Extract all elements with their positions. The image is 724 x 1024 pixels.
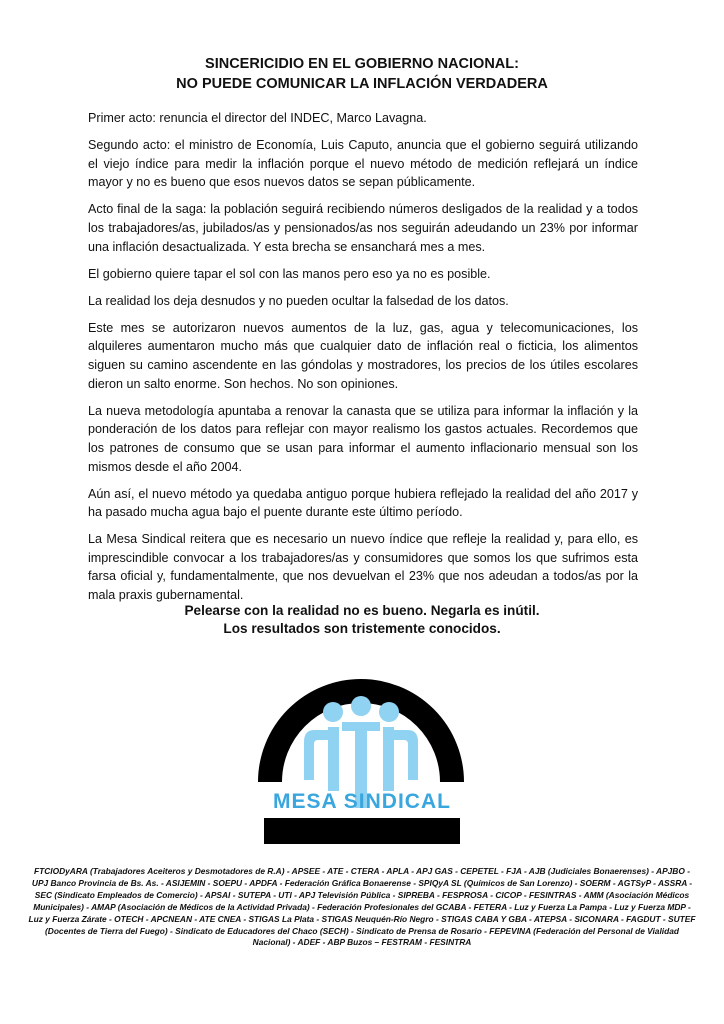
figure-head-center [351, 696, 371, 716]
figure-arm-left [304, 730, 328, 780]
title-line-2: NO PUEDE COMUNICAR LA INFLACIÓN VERDADERA [176, 76, 548, 92]
document-title [0, 54, 724, 94]
title-line-1: SINCERICIDIO EN EL GOBIERNO NACIONAL: [205, 56, 519, 72]
paragraph: Segundo acto: el ministro de Economía, Luis Caputo, anuncia que el gobierno seguirá utilizando el viejo índice para medir la inflación porque el nuevo método de medición reflejará un índice mayor y no es bueno que esos nuevos datos se sepan públicamente. [88, 138, 638, 190]
paragraph: Primer acto: renuncia el director del INDEC, Marco Lavagna. [88, 111, 427, 125]
figure-head-right [379, 702, 399, 722]
closing-statement [0, 602, 724, 638]
document-body [88, 109, 638, 613]
logo-bar [264, 818, 460, 844]
figure-arm-center [342, 722, 380, 731]
paragraph: El gobierno quiere tapar el sol con las manos pero eso ya no es posible. [88, 266, 491, 281]
paragraph: Acto final de la saga: la población seguirá recibiendo números desligados de la realidad y a todos los trabajadores/as, jubilados/as y pensionados/as nos seguirán adeudando un 23% por informar una inflación desactualizada. Y esta brecha se ensanchará mes a mes. [88, 202, 638, 254]
paragraph: La realidad los deja desnudos y no pueden ocultar la falsedad de los datos. [88, 293, 509, 308]
mesa-sindical-logo [256, 664, 466, 844]
figure-body-right [383, 727, 394, 791]
paragraph: La Mesa Sindical reitera que es necesario un nuevo índice que refleje la realidad y, para ello, es imprescindible convocar a los trabajadores/as y consumidores que somos los que sufrimos esta farsa oficial y, fundamentalmente, que nos devuelvan el 23% que nos adeudan a todos/as por la mala praxis gubernamental. [88, 532, 638, 603]
figure-body-left [328, 727, 339, 791]
signatory-organizations: FTCIODyARA (Trabajadores Aceiteros y Desmotadores de R.A) - APSEE - ATE - CTERA - APLA - APJ GAS - CEPETEL - FJA - AJB (Judiciales Bonaerenses) - APJBO - UPJ Banco Provincia de Bs. As. - ASIJEMIN - SOEPU - APDFA - Federación Gráfica Bonaerense - SPIQyA SL (Químicos de San Lorenzo) - SOERM - AGTSyP - ASSRA - SEC (Sindicato Empleados de Comercio) - APSAI - SUTEPA - UTI - APJ Televisión Pública - SIPREBA - FESPROSA - CICOP - FESINTRAS - AMM (Asociación Médicos Municipales) - AMAP (Asociación de Médicos de la Actividad Privada) - Federación Profesionales del GCABA - FETERA - Luz y Fuerza La Pampa - Luz y Fuerza MDP - Luz y Fuerza Zárate - OTECH - APCNEAN - ATE CNEA - STIGAS La Plata - STIGAS Neuquén-Río Negro - STIGAS CABA Y GBA - ATEPSA - SICONARA - FAGDUT - SUTEF (Docentes de Tierra del Fuego) - Sindicato de Educadores del Chaco (SECH) - Sindicato de Prensa de Rosario - FEPEVINA (Federación del Personal de Vialidad Nacional) - ADEF - ABP Buzos – FESTRAM - FESINTRA [28, 866, 696, 948]
paragraph: Aún así, el nuevo método ya quedaba antiguo porque hubiera reflejado la realidad del año 2017 y ha pasado mucha agua bajo el puente durante este último período. [88, 486, 638, 520]
paragraph: La nueva metodología apuntaba a renovar la canasta que se utiliza para informar la inflación y la ponderación de los datos para reflejar con mayor realismo los gastos actuales. Recordemos que los patrones de consumo que se usan para informar el aumento inflacionario mensual son los mismos desde el año 2004. [88, 403, 638, 474]
logo-wordmark: MESA SINDICAL [273, 790, 451, 813]
paragraph: Este mes se autorizaron nuevos aumentos de la luz, gas, agua y telecomunicaciones, los alquileres aumentaron mucho más que cualquier dato de inflación real o ficticia, los alimentos siguen su camino ascendente en las góndolas y mostradores, los precios de los útiles escolares dieron un salto enorme. Son hechos. No son opiniones. [88, 320, 638, 391]
figure-head-left [323, 702, 343, 722]
figure-arm-right [394, 730, 418, 780]
closing-line-1: Pelearse con la realidad no es bueno. Negarla es inútil. [184, 603, 540, 618]
closing-line-2: Los resultados son tristemente conocidos. [223, 621, 501, 636]
